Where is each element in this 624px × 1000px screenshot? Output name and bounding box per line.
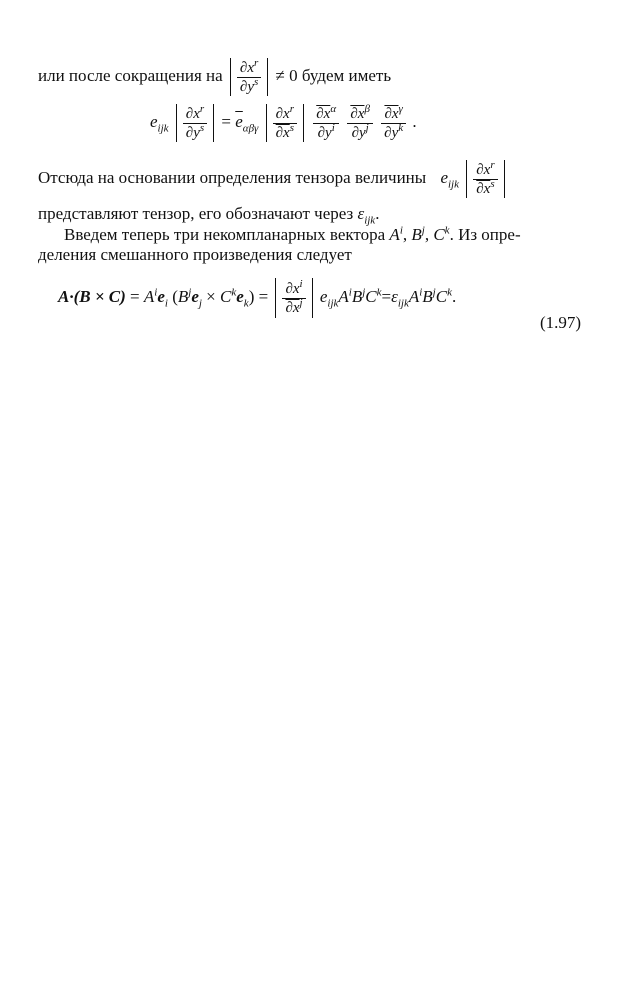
eq1-lhs-sub: ijk: [157, 122, 169, 135]
line2-det: [466, 160, 504, 198]
eq2-eps-sub: ijk: [397, 297, 409, 310]
line2-text: Отсюда на основании определения тензора величины: [38, 167, 427, 187]
eq1-frac-5: [381, 102, 406, 142]
eq2-prod2-sup-j: j: [432, 286, 436, 299]
eq2-e-i-sub: i: [164, 297, 168, 310]
eq2-f-den-sup: j: [299, 296, 303, 309]
eq2-f-num-sup: i: [299, 277, 303, 290]
eq2-f-num: ∂x: [285, 280, 300, 297]
frac-num-sup: r: [254, 56, 259, 69]
eq2-B: B: [177, 286, 189, 306]
equation-number: [540, 312, 581, 334]
eq1-f3-den: ∂y: [317, 124, 332, 141]
line3-eps: ε: [357, 204, 365, 223]
determinant: [230, 58, 268, 96]
line4-rest: . Из опре-: [449, 225, 521, 244]
text-line-2: [38, 160, 508, 198]
text-line-5: [38, 244, 352, 266]
eq1-lhs-e: e: [150, 111, 158, 131]
line2-frac-num: ∂x: [476, 161, 491, 178]
eq2-term1: A: [143, 286, 155, 306]
eq2-prod-B: B: [351, 286, 363, 306]
eq1-f5-den: ∂y: [384, 124, 399, 141]
line1-after: ≠ 0 будем иметь: [275, 65, 392, 85]
eq2-C-sup: k: [231, 286, 237, 299]
eq2-prod2-A: A: [408, 286, 420, 306]
eq1-frac-3: [313, 102, 339, 142]
line4-C-sup: k: [444, 224, 450, 237]
equation-2: [58, 278, 456, 318]
eq2-lhs: A·(B × C): [58, 286, 126, 306]
eq2-eps: ε: [391, 286, 398, 306]
eq2-prod-sup-i: i: [348, 286, 352, 299]
line4-C: C: [433, 225, 445, 244]
eq1-f3-num-sup: α: [330, 102, 337, 115]
eq2-times: ×: [201, 286, 221, 306]
line1-before: или после сокращения на: [38, 65, 223, 85]
eq2-eq-b: =: [258, 286, 269, 306]
equation-1: [150, 104, 417, 142]
eq2-det: [275, 278, 312, 318]
eq1-f2-num-sup: r: [289, 102, 294, 115]
eq1-f1-num-sup: r: [199, 102, 205, 115]
eq2-e-sub: ijk: [327, 297, 339, 310]
eq2-e-i: e: [157, 286, 165, 306]
text-line-1: [38, 58, 391, 96]
eq1-f5-num-sup: γ: [398, 102, 403, 115]
eq1-f2-den: ∂x: [275, 124, 290, 141]
eq2-prod-C: C: [365, 286, 377, 306]
eq1-rhs-e: $\overline{e}$: [235, 111, 243, 131]
eq2-term1-sup: i: [154, 286, 158, 299]
eq2-e-k-sub: k: [243, 297, 249, 310]
line2-frac: [473, 158, 497, 198]
line4-text: Введем теперь три некомпланарных вектора: [64, 225, 386, 244]
eq2-B-sup: j: [188, 286, 192, 299]
eq2-eq-a: =: [130, 286, 140, 306]
eq2-paren-open: (: [167, 286, 178, 306]
line4-A: A: [389, 225, 400, 244]
eq2-C: C: [220, 286, 232, 306]
eq2-prod2-sup-k: k: [447, 286, 452, 299]
eq2-end: .: [451, 286, 457, 306]
eq2-prod2-B: B: [422, 286, 433, 306]
line2-frac-den: ∂x: [476, 180, 491, 197]
eq2-e-j-sub: j: [198, 297, 202, 310]
eq1-f1-den-sup: s: [199, 121, 205, 134]
eq1-f3-num: ∂x: [316, 105, 331, 122]
text-line-4: Введем теперь три некомпланарных вектора $A^i$, $B^j$, $C^k$. Из опре-: [64, 224, 521, 244]
eq2-e-j: e: [191, 286, 199, 306]
eq2-prod2-C: C: [435, 286, 448, 306]
frac-den: ∂y: [239, 78, 254, 95]
eq2-prod-sup-j: j: [362, 286, 366, 299]
eq1-f2-num: ∂x: [275, 105, 290, 122]
eq2-prod2-sup-i: i: [419, 286, 423, 299]
eq2-e-k: e: [236, 286, 244, 306]
text-line-3: [38, 203, 379, 225]
eq1-f3-den-sup: i: [331, 121, 335, 134]
line4-B: B: [411, 225, 422, 244]
line3-sub: ijk: [364, 214, 376, 227]
eq1-equals: =: [221, 111, 231, 131]
eq1-f1-den: ∂y: [185, 124, 200, 141]
line4-A-sup: i: [399, 224, 403, 237]
eq2-eq-c: =: [381, 286, 392, 306]
line4-B-sup: j: [421, 224, 425, 237]
frac-num: ∂x: [239, 59, 254, 76]
line5-text: деления смешанного произведения следует: [38, 245, 352, 264]
eq2-f-den: ∂x: [285, 299, 300, 316]
eq2-e: e: [319, 286, 328, 306]
eq1-det-1: [176, 104, 214, 142]
line3-text: представляют тензор, его обозначают через: [38, 204, 354, 223]
eq1-frac-2: [273, 102, 297, 142]
eq1-f5-num: ∂x: [384, 105, 399, 122]
eq1-f2-den-sup: s: [289, 121, 294, 134]
eq2-prod-sup-k: k: [376, 286, 382, 299]
eq2-frac: [282, 277, 305, 317]
eq1-frac-1: [183, 102, 207, 142]
line3-end: .: [375, 204, 380, 223]
frac-den-sup: s: [254, 75, 259, 88]
eq1-f5-den-sup: k: [398, 121, 404, 134]
eq1-f4-num-sup: β: [364, 102, 370, 115]
eq1-f4-den: ∂y: [351, 124, 366, 141]
eq2-paren-close: ): [248, 286, 255, 306]
eq1-frac-4: [347, 102, 373, 142]
fraction: [237, 56, 261, 96]
eq1-f1-num: ∂x: [185, 105, 200, 122]
eq1-end: .: [412, 111, 417, 131]
line2-sub: ijk: [448, 178, 459, 191]
eq1-f4-num: ∂x: [350, 105, 365, 122]
line2-frac-den-sup: s: [490, 177, 495, 190]
eq1-f4-den-sup: j: [365, 121, 369, 134]
line2-frac-num-sup: r: [490, 158, 495, 171]
eq2-prod-A: A: [338, 286, 349, 306]
eq1-det-2: [266, 104, 304, 142]
line2-e: e: [440, 167, 448, 187]
eq1-rhs-sub: αβγ: [242, 122, 259, 135]
eq-number-text: (1.97): [540, 313, 582, 332]
